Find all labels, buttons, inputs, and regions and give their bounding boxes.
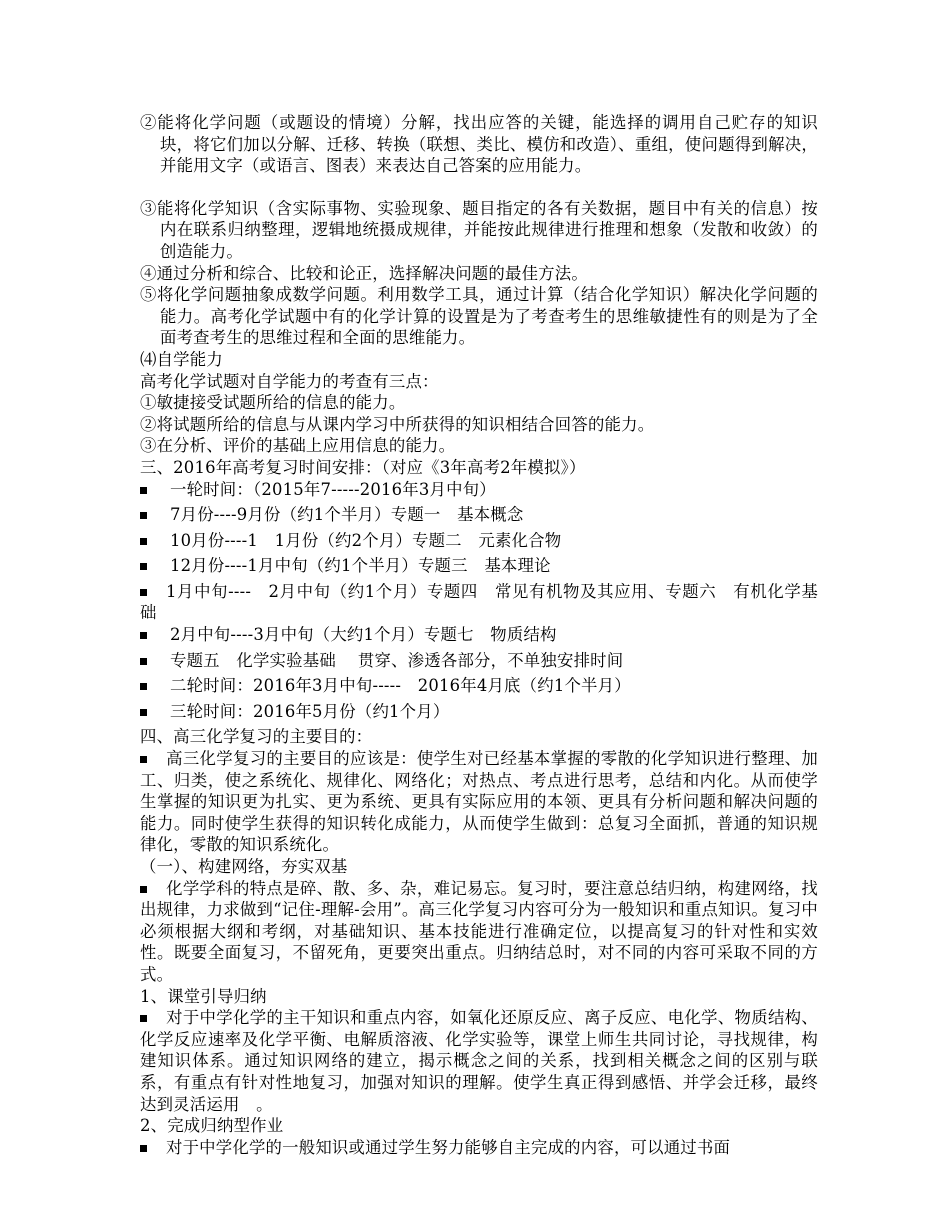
square-bullet-icon (140, 483, 170, 505)
schedule-item: 一轮时间：（2015年7-----2016年3月中旬） (140, 479, 818, 505)
schedule-item: 12月份----1月中旬（约1个半月）专题三 基本理论 (140, 555, 818, 581)
self-study-item-1: ①敏捷接受试题所给的信息的能力。 (140, 393, 406, 413)
square-bullet-icon (140, 679, 170, 701)
square-bullet-icon (140, 628, 170, 650)
document-page (140, 112, 818, 1158)
square-bullet-icon (140, 1137, 166, 1159)
schedule-item: 三轮时间：2016年5月份（约1个月） (140, 701, 818, 727)
ability-item-3: ③能将化学知识（含实际事物、实验现象、题目指定的各有关数据，题目中有关的信息）按内在联系归纳整理，逻辑地统摄成规律，并能按此规律进行推理和想象（发散和收敛）的创造能力。 (140, 198, 818, 261)
square-bullet-icon (140, 581, 166, 603)
ability-item-4: ④通过分析和综合、比较和论正，选择解决问题的最佳方法。 (140, 263, 588, 283)
schedule-item: 7月份----9月份（约1个半月）专题一 基本概念 (140, 504, 818, 530)
self-study-item-3: ③在分析、评价的基础上应用信息的能力。 (140, 436, 456, 456)
square-bullet-icon (140, 654, 170, 676)
square-bullet-icon (140, 534, 170, 556)
schedule-item: 10月份----1 1月份（约2个月）专题二 元素化合物 (140, 530, 818, 556)
square-bullet-icon (140, 705, 170, 727)
ability-item-2: ②能将化学问题（或题设的情境）分解，找出应答的关键，能选择的调用自己贮存的知识块，将它们加以分解、迁移、转换（联想、类比、模仿和改造）、重组，使问题得到解决，并能用文字（或语言、图表）来表达自己答案的应用能力。 (140, 113, 818, 176)
item-1-title: 1、课堂引导归纳 (140, 986, 267, 1006)
ability-item-5: ⑤将化学问题抽象成数学问题。利用数学工具，通过计算（结合化学知识）解决化学问题的能力。高考化学试题中有的化学计算的设置是为了考查考生的思维敏捷性有的则是为了全面考查考生的思维过程和全面的思维能力。 (140, 285, 818, 348)
item-1-body: 对于中学化学的主干知识和重点内容，如氧化还原反应、离子反应、电化学、物质结构、化学反应速率及化学平衡、电解质溶液、化学实验等，课堂上师生共同讨论，寻找规律，构建知识体系。通过知识网络的建立，揭示概念之间的关系，找到相关概念之间的区别与联系，有重点有针对性地复习，加强对知识的理解。使学生真正得到感悟、并学会迁移，最终达到灵活运用 。 (140, 1008, 818, 1114)
self-study-heading: ⑷自学能力 (140, 349, 223, 369)
section-3-title: 三、2016年高考复习时间安排：（对应《3年高考2年模拟》） (140, 457, 586, 477)
schedule-item: 专题五 化学实验基础 贯穿、渗透各部分，不单独安排时间 (140, 650, 818, 676)
item-2-body: 对于中学化学的一般知识或通过学生努力能够自主完成的内容，可以通过书面 (140, 1137, 818, 1159)
square-bullet-icon (140, 1007, 166, 1029)
subsection-1-title: （一）、构建网络，夯实双基 (140, 857, 348, 876)
section-4-title: 四、高三化学复习的主要目的： (140, 727, 373, 747)
self-study-item-2: ②将试题所给的信息与从课内学习中所获得的知识相结合回答的能力。 (140, 414, 655, 434)
schedule-item: 2月中旬----3月中旬（大约1个月）专题七 物质结构 (140, 624, 818, 650)
square-bullet-icon (140, 878, 166, 900)
paragraph-gap (140, 177, 818, 198)
square-bullet-icon (140, 559, 170, 581)
square-bullet-icon (140, 508, 170, 530)
square-bullet-icon (140, 748, 166, 770)
schedule-item: 1月中旬---- 2月中旬（约1个月）专题四 常见有机物及其应用、专题六 有机化学基础 (140, 581, 818, 623)
self-study-intro: 高考化学试题对自学能力的考查有三点： (140, 371, 439, 391)
item-2-title: 2、完成归纳型作业 (140, 1116, 284, 1136)
subsection-1-body: 化学学科的特点是碎、散、多、杂，难记易忘。复习时，要注意总结归纳，构建网络，找出规律，力求做到“记住-理解-会用”。高三化学复习内容可分为一般知识和重点知识。复习中必须根据大纲和考纲，对基础知识、基本技能进行准确定位，以提高复习的针对性和实效性。既要全面复习，不留死角，更要突出重点。归纳结总时，对不同的内容可采取不同的方式。 (140, 878, 818, 984)
schedule-item: 二轮时间：2016年3月中旬----- 2016年4月底（约1个半月） (140, 675, 818, 701)
section-4-body: 高三化学复习的主要目的应该是：使学生对已经基本掌握的零散的化学知识进行整理、加工、归类，使之系统化、规律化、网络化；对热点、考点进行思考，总结和内化。从而使学生掌握的知识更为扎实、更为系统、更具有实际应用的本领、更具有分析问题和解决问题的能力。同时使学生获得的知识转化成能力，从而使学生做到：总复习全面抓，普通的知识规律化，零散的知识系统化。 (140, 749, 818, 855)
